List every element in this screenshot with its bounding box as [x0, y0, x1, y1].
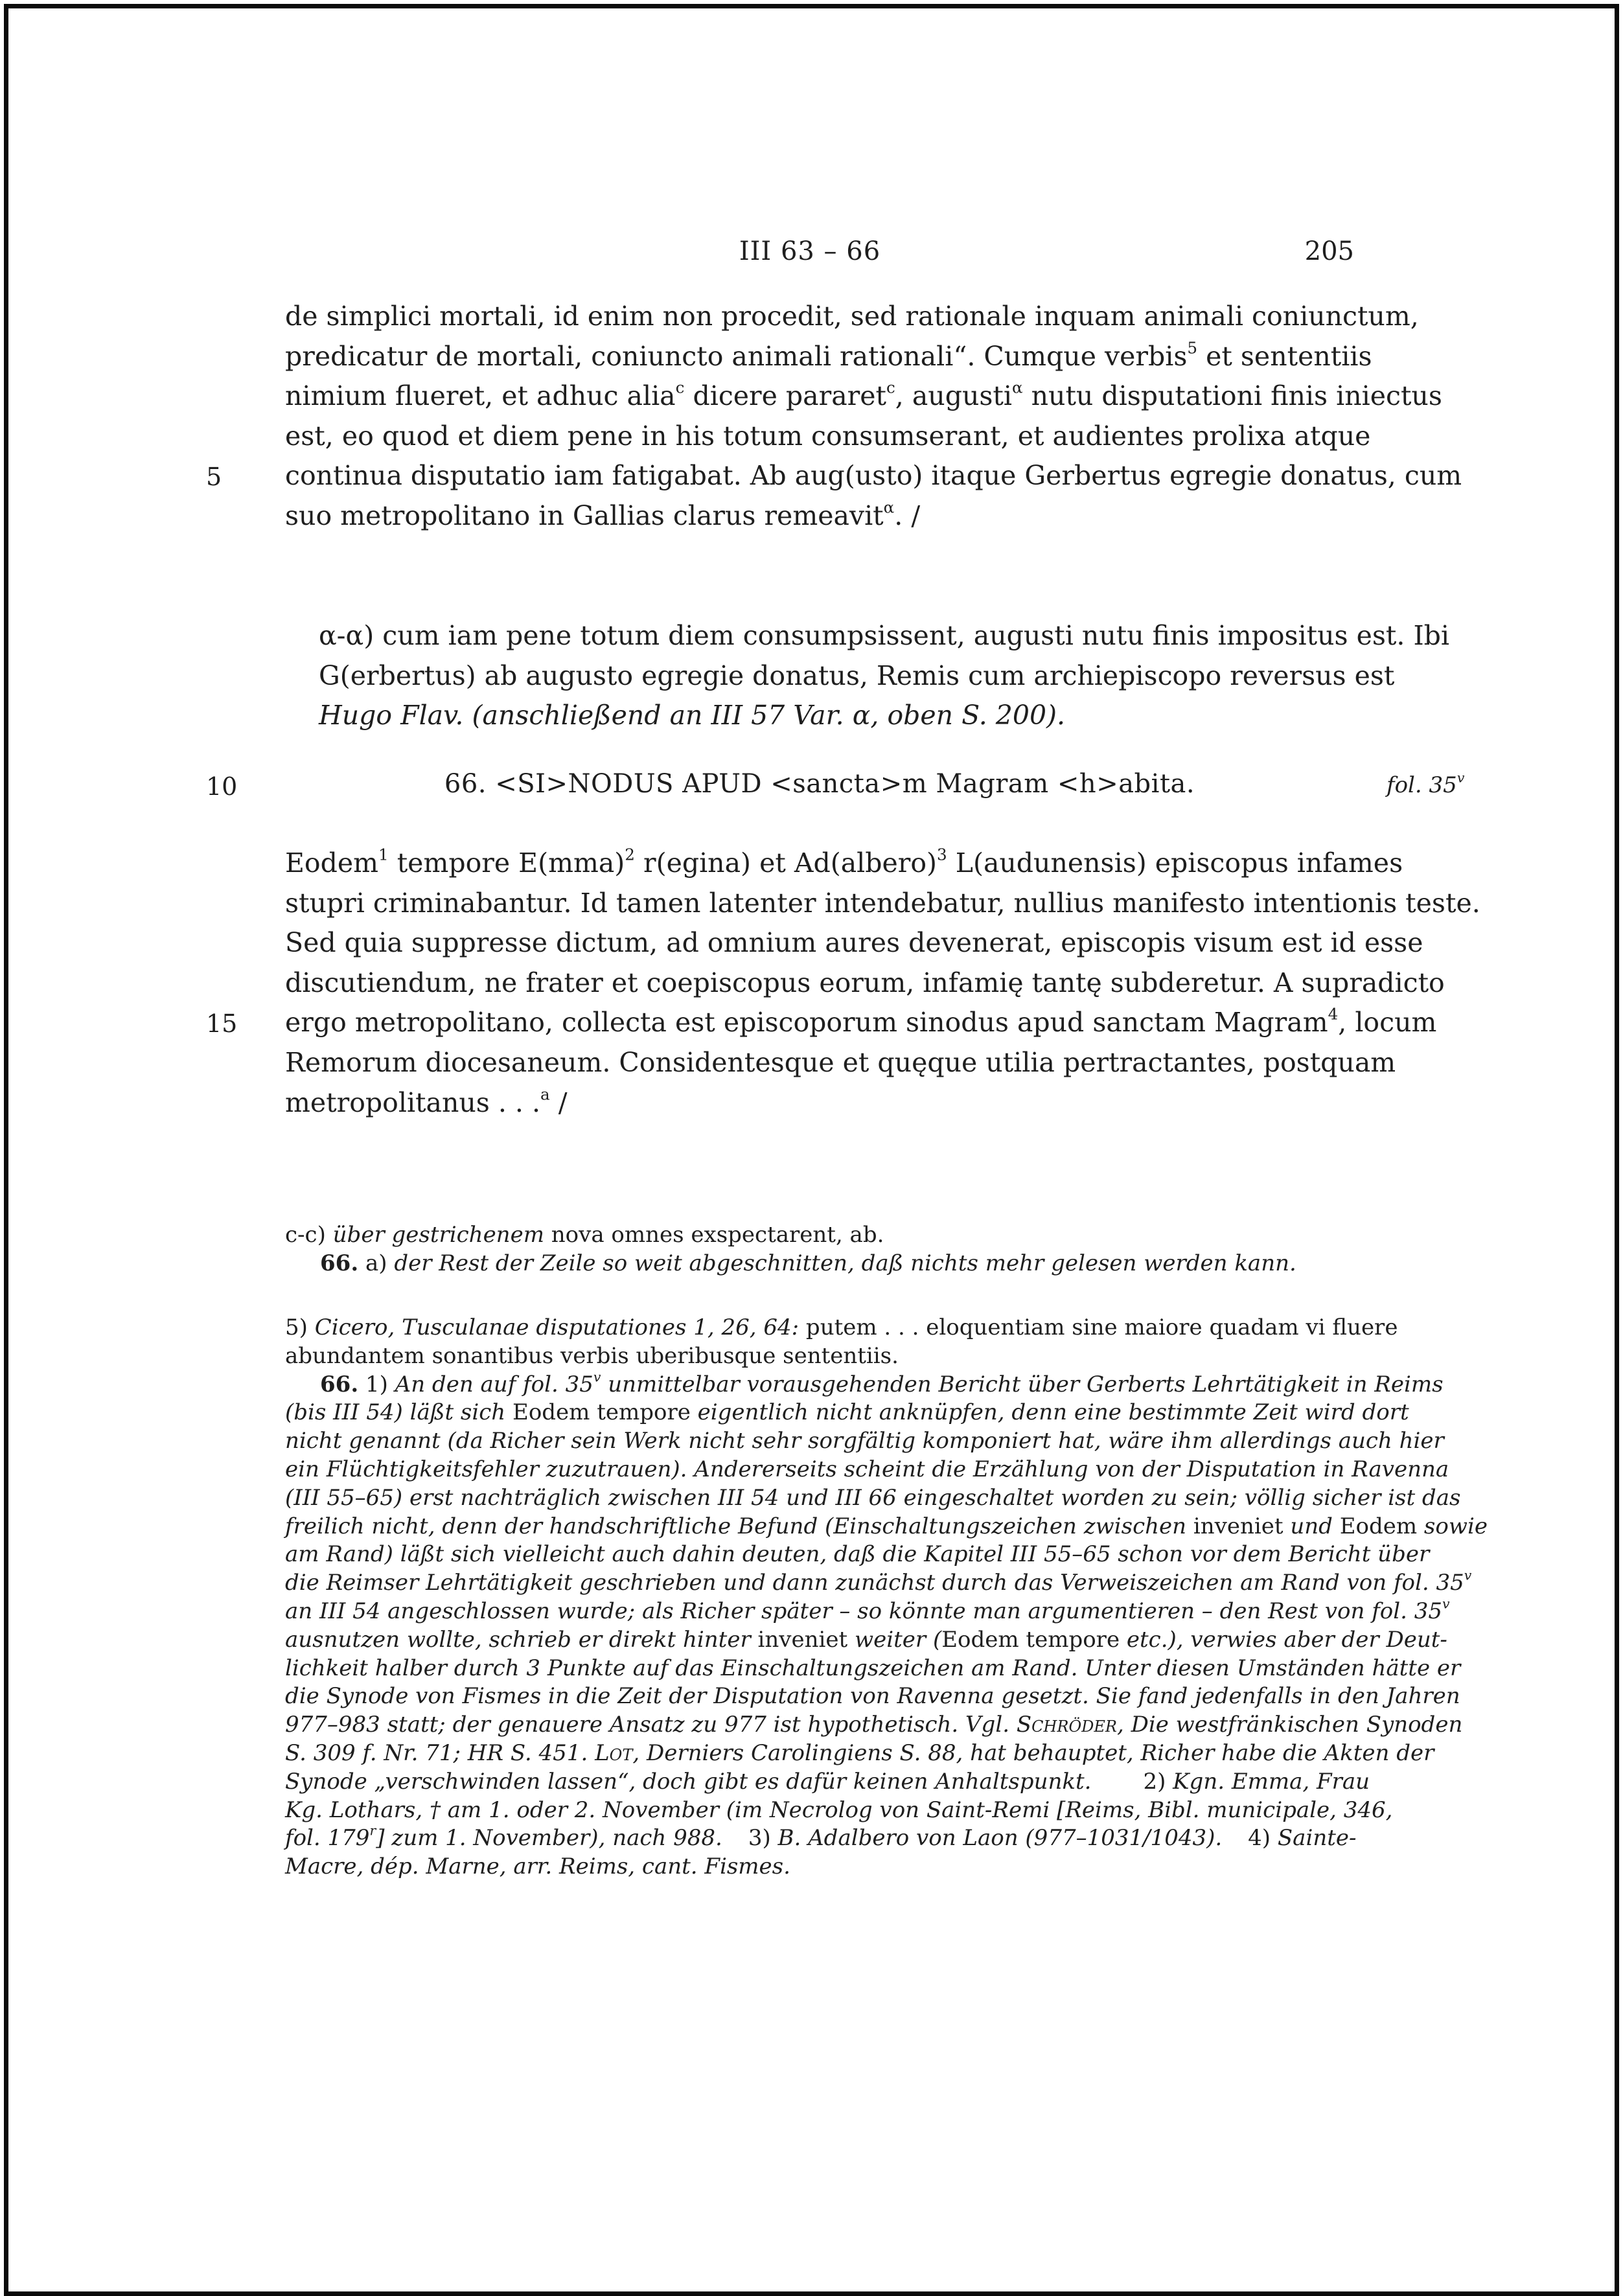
footnote-line: an III 54 angeschlossen wurde; als Richer später – so könnte man argumentieren – den Rest von fol. 35$^v$: [285, 1596, 1450, 1624]
text-line: Sed quia suppresse dictum, ad omnium aures devenerat, episcopis visum est id esse: [285, 927, 1423, 959]
footnote-line: die Synode von Fismes in die Zeit der Disputation von Ravenna gesetzt. Sie fand jedenfalls in den Jahren: [285, 1683, 1460, 1710]
chapter-title: 66. <SI>NODUS APUD <sancta>m Magram <h>abita.: [444, 769, 1195, 799]
footnote-line: Macre, dép. Marne, arr. Reims, cant. Fismes.: [285, 1854, 790, 1880]
text-line: nimium flueret, et adhuc alia$^c$ dicere pararet$^c$, augusti$^\alpha$ nutu disputationi finis iniectus: [285, 378, 1442, 412]
footnote-line: 5) Cicero, Tusculanae disputationes 1, 26, 64: putem . . . eloquentiam sine maiore quadam vi fluere: [285, 1314, 1398, 1340]
line-number: 15: [206, 1009, 238, 1038]
text-line: suo metropolitano in Gallias clarus remeavit$^\alpha$. /: [285, 498, 921, 531]
footnote-line: (bis III 54) läßt sich Eodem tempore eigentlich nicht anknüpfen, denn eine bestimmte Zeit wird dort: [285, 1399, 1409, 1426]
footnote-line: freilich nicht, denn der handschriftliche Befund (Einschaltungszeichen zwischen inveniet und Eodem sowie: [285, 1513, 1488, 1539]
text-line: predicatur de mortali, coniuncto animali rationali“. Cumque verbis$^5$ et sententiis: [285, 338, 1372, 372]
footnote-line: S. 309 f. Nr. 71; HR S. 451. Lot, Derniers Carolingiens S. 88, hat behauptet, Richer habe die Akten der: [285, 1739, 1434, 1766]
variant-reading: [319, 616, 1450, 736]
footnote-line: c-c) über gestrichenem nova omnes exspectarent, ab.: [285, 1222, 884, 1248]
footnote-line: fol. 179$^r$] zum 1. November), nach 988. 3) B. Adalbero von Laon (977–1031/1043). 4) Sainte-: [285, 1823, 1357, 1852]
page-number: 205: [1304, 236, 1354, 266]
text-line: discutiendum, ne frater et coepiscopus eorum, infamię tantę subderetur. A supradicto: [285, 967, 1445, 998]
line-number: 10: [206, 772, 238, 801]
footnote-line: nicht genannt (da Richer sein Werk nicht sehr sorgfältig komponiert hat, wäre ihm allerdings auch hier: [285, 1428, 1444, 1454]
text-line: continua disputatio iam fatigabat. Ab aug(usto) itaque Gerbertus egregie donatus, cum: [285, 460, 1462, 492]
text-line: Eodem$^1$ tempore E(mma)$^2$ r(egina) et Ad(albero)$^3$ L(audunensis) episcopus infames: [285, 845, 1403, 878]
text-line: de simplici mortali, id enim non procedit, sed rationale inquam animali coniunctum,: [285, 301, 1419, 332]
textual-apparatus: [285, 1221, 1355, 1278]
main-text-paragraph-2: [285, 844, 1480, 1123]
line-number: 5: [206, 463, 222, 491]
footnote-line: Kg. Lothars, † am 1. oder 2. November (im Necrolog von Saint-Remi [Reims, Bibl. municipale, 346,: [285, 1797, 1393, 1823]
text-line: Hugo Flav. (anschließend an III 57 Var. α, oben S. 200).: [319, 700, 1066, 731]
text-line: Remorum diocesaneum. Considentesque et quęque utilia pertractantes, postquam: [285, 1046, 1396, 1078]
footnote-line: ein Flüchtigkeitsfehler zuzutrauen). Andererseits scheint die Erzählung von der Disputation in Ravenna: [285, 1456, 1449, 1482]
text-line: G(erbertus) ab augusto egregie donatus, Remis cum archiepiscopo reversus est: [319, 660, 1395, 691]
footnote-line: lichkeit halber durch 3 Punkte auf das Einschaltungszeichen am Rand. Unter diesen Umständen hätte er: [285, 1655, 1461, 1681]
footnote-line: Synode „verschwinden lassen“, doch gibt es dafür keinen Anhaltspunkt. 2) Kgn. Emma, Frau: [285, 1768, 1370, 1795]
text-line: α-α) cum iam pene totum diem consumpsissent, augusti nutu finis impositus est. Ibi: [319, 620, 1450, 651]
main-text-paragraph-1: [285, 297, 1462, 536]
folio-marker: fol. 35$^v$: [1387, 770, 1465, 798]
footnote-line: abundantem sonantibus verbis uberibusque sententiis.: [285, 1342, 899, 1369]
footnote-line: 977–983 statt; der genauere Ansatz zu 977 ist hypothetisch. Vgl. Schröder, Die westfränkischen Synoden: [285, 1712, 1463, 1738]
footnote-line: 66. 1) An den auf fol. 35$^v$ unmittelbar vorausgehenden Bericht über Gerberts Lehrtätigkeit in Reims: [320, 1369, 1444, 1397]
footnote-line: die Reimser Lehrtätigkeit geschrieben und dann zunächst durch das Verweiszeichen am Rand von fol. 35$^v$: [285, 1567, 1472, 1596]
text-line: ergo metropolitano, collecta est episcoporum sinodus apud sanctam Magram$^4$, locum: [285, 1004, 1437, 1039]
footnote-line: 66. a) der Rest der Zeile so weit abgeschnitten, daß nichts mehr gelesen werden kann.: [320, 1250, 1296, 1276]
running-head: III 63 – 66: [739, 236, 881, 266]
text-line: est, eo quod et diem pene in his totum consumserant, et audientes prolixa atque: [285, 420, 1371, 452]
commentary-footnotes: [285, 1314, 1488, 1881]
footnote-line: am Rand) läßt sich vielleicht auch dahin deuten, daß die Kapitel III 55–65 schon vor dem Bericht über: [285, 1541, 1430, 1568]
footnote-line: (III 55–65) erst nachträglich zwischen III 54 und III 66 eingeschaltet worden zu sein; völlig sicher ist das: [285, 1484, 1461, 1511]
footnote-line: ausnutzen wollte, schrieb er direkt hinter inveniet weiter (Eodem tempore etc.), verwies aber der Deut-: [285, 1626, 1447, 1653]
text-line: metropolitanus . . .$^a$ /: [285, 1085, 568, 1118]
text-line: stupri criminabantur. Id tamen latenter intendebatur, nullius manifesto intentionis teste.: [285, 887, 1480, 919]
